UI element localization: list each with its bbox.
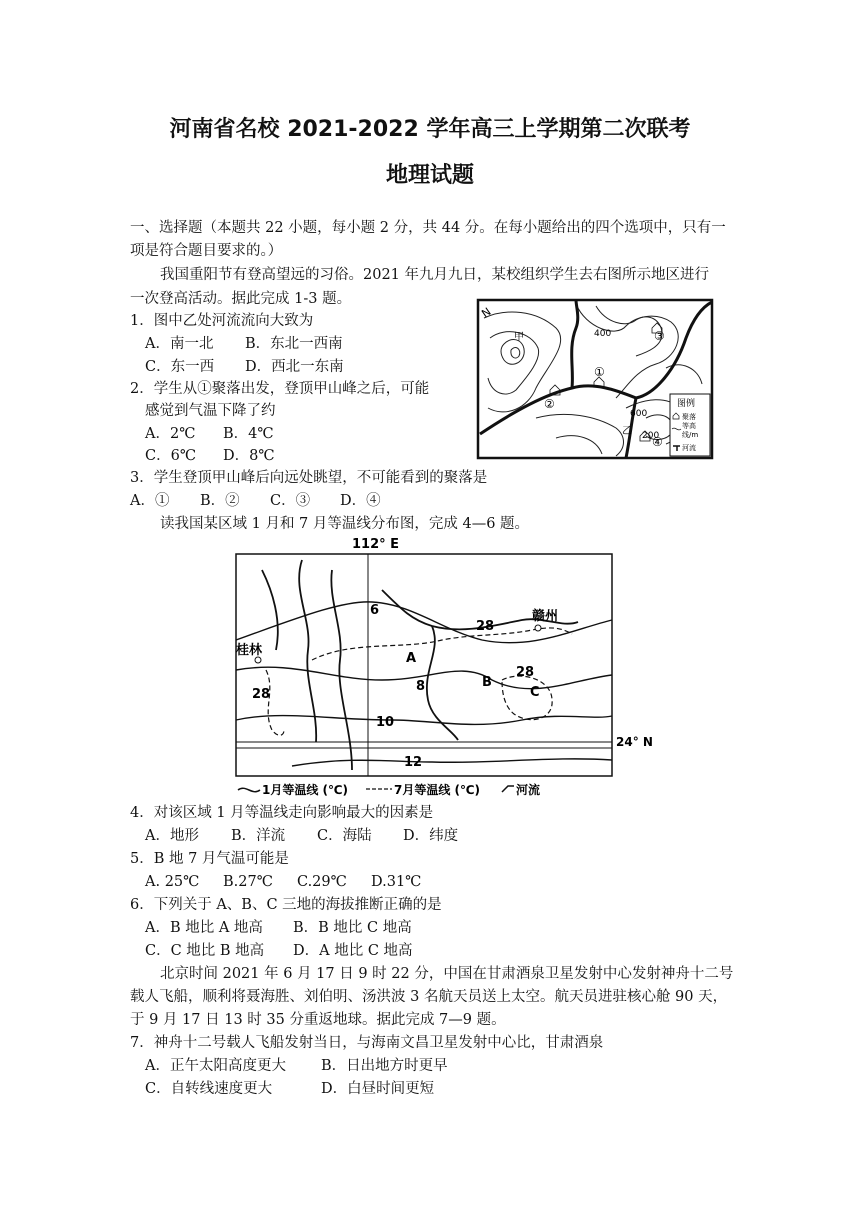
legend-contour-label2: 线/m <box>682 431 699 439</box>
q1-options-row2 <box>145 357 344 377</box>
q4-option-a: A．地形 <box>145 828 199 844</box>
map1-legend <box>670 394 710 456</box>
q3-options <box>130 491 381 511</box>
q7-option-c: C．自转线速度更大 <box>145 1081 273 1097</box>
legend-river-icon <box>502 786 514 792</box>
intro3-line3: 于 9 月 17 日 13 时 35 分重返地球。据此完成 7—9 题。 <box>130 1012 506 1028</box>
q2-options-row2 <box>145 446 275 466</box>
ganzhou-marker <box>535 625 541 631</box>
q4-stem: 4．对该区域 1 月等温线走向影响最大的因素是 <box>130 805 434 821</box>
q3-stem: 3．学生登顶甲山峰后向远处眺望，不可能看到的聚落是 <box>130 470 488 486</box>
intro3-line2: 载人飞船，顺利将聂海胜、刘伯明、汤洪波 3 名航天员送上太空。航天员进驻核心舱 90 天， <box>130 989 728 1005</box>
q3-option-d: D．④ <box>340 493 381 509</box>
north-arrow-label: N <box>479 305 494 321</box>
q4-option-b: B．洋流 <box>231 828 286 844</box>
section-heading-line2: 项是符合题目要求的。） <box>130 243 283 259</box>
legend-river-label: 河流 <box>682 444 696 452</box>
q6-option-c: C．C 地比 B 地高 <box>145 943 265 959</box>
location-b-label: B <box>482 675 492 690</box>
q5-option-c: C.29℃ <box>297 874 347 890</box>
legend-jan-label: 1月等温线 (℃) <box>262 783 349 797</box>
q1-option-a: A．南一北 <box>145 336 214 352</box>
q2-option-c: C．6℃ <box>145 448 197 464</box>
legend-river-label: 河流 <box>516 783 541 797</box>
q2-option-d: D．8℃ <box>223 448 275 464</box>
contour-600-label: 600 <box>630 409 648 419</box>
intro2-line1: 读我国某区域 1 月和 7 月等温线分布图，完成 4—6 题。 <box>160 516 530 532</box>
q2-option-a: A．2℃ <box>145 426 196 442</box>
q6-stem: 6．下列关于 A、B、C 三地的海拔推断正确的是 <box>130 897 442 913</box>
legend-settlement-label: 聚落 <box>682 413 696 421</box>
isotherm-6-label: 6 <box>370 603 380 618</box>
legend-jul-label: 7月等温线 (℃) <box>394 783 481 797</box>
q1-options-row1 <box>145 334 343 354</box>
q2-stem-line1: 2．学生从①聚落出发，登顶甲山峰之后，可能 <box>130 381 430 397</box>
contour-map <box>476 298 714 460</box>
q5-option-d: D.31℃ <box>371 874 422 890</box>
legend-jan-icon <box>238 788 260 791</box>
location-c-label: C <box>530 685 540 700</box>
q7-stem: 7．神舟十二号载人飞船发射当日，与海南文昌卫星发射中心比，甘肃酒泉 <box>130 1035 604 1051</box>
isotherm-map <box>232 530 653 802</box>
exam-subtitle: 地理试题 <box>385 163 474 188</box>
q6-option-a: A．B 地比 A 地高 <box>145 920 263 936</box>
q5-option-a: A. 25℃ <box>145 874 200 890</box>
q2-stem-line2: 感觉到气温下降了约 <box>145 403 276 419</box>
q1-stem: 1．图中乙处河流流向大致为 <box>130 313 314 329</box>
q2-option-b: B．4℃ <box>223 426 274 442</box>
contour-200-label: 200 <box>642 431 660 441</box>
q7-option-a: A．正午太阳高度更大 <box>145 1058 286 1074</box>
q1-option-c: C．东一西 <box>145 359 215 375</box>
ganzhou-label: 赣州 <box>532 609 559 624</box>
q4-option-d: D．纬度 <box>403 828 459 844</box>
q1-option-d: D．西北一东南 <box>245 359 344 375</box>
q3-option-c: C．③ <box>270 493 311 509</box>
isotherm-28-label-2: 28 <box>252 687 271 702</box>
q7-options-row1 <box>145 1056 448 1076</box>
q5-option-b: B.27℃ <box>223 874 273 890</box>
guilin-label: 桂林 <box>236 643 263 658</box>
isotherm-12-label: 12 <box>404 755 423 770</box>
q5-stem: 5．B 地 7 月气温可能是 <box>130 851 289 867</box>
q7-option-d: D．白昼时间更短 <box>321 1081 435 1097</box>
q3-option-b: B．② <box>200 493 240 509</box>
longitude-label: 112° E <box>352 537 400 552</box>
peak-jia-label: 甲 <box>514 332 524 343</box>
q7-option-b: B．日出地方时更早 <box>321 1058 448 1074</box>
settlement-1-label: ① <box>594 365 605 379</box>
settlement-2-label: ② <box>544 397 555 411</box>
q2-options-row1 <box>145 424 274 444</box>
q4-options <box>145 826 458 846</box>
q5-options <box>145 872 421 892</box>
isotherm-10-label: 10 <box>376 715 395 730</box>
exam-title: 河南省名校 2021-2022 学年高三上学期第二次联考 <box>169 117 691 142</box>
intro1-line1: 我国重阳节有登高望远的习俗。2021 年九月九日，某校组织学生去右图所示地区进行 <box>160 267 710 283</box>
q6-option-d: D．A 地比 C 地高 <box>293 943 413 959</box>
legend-contour-label1: 等高 <box>682 422 696 430</box>
settlement-4-label: ④ <box>652 435 663 449</box>
q7-options-row2 <box>145 1079 434 1099</box>
q4-option-c: C．海陆 <box>317 828 372 844</box>
latitude-label: 24° N <box>616 735 653 749</box>
map2-legend <box>238 782 540 797</box>
river-yi-label: 乙 <box>622 426 632 437</box>
isotherm-28-label-1: 28 <box>476 619 495 634</box>
q1-option-b: B．东北一西南 <box>245 336 343 352</box>
location-a-label: A <box>406 651 417 666</box>
settlement-3-label: ③ <box>654 329 665 343</box>
isotherm-28-label-3: 28 <box>516 665 535 680</box>
section-heading-line1: 一、选择题（本题共 22 小题，每小题 2 分，共 44 分。在每小题给出的四个选项中，只有一 <box>130 220 726 236</box>
q6-options-row2 <box>145 941 413 961</box>
q6-options-row1 <box>145 918 412 938</box>
intro1-line2: 一次登高活动。据此完成 1-3 题。 <box>130 291 352 307</box>
isotherm-8-label: 8 <box>416 679 426 694</box>
q3-option-a: A．① <box>130 493 170 509</box>
contour-400-label: 400 <box>594 329 612 339</box>
legend-title: 图例 <box>677 399 696 409</box>
intro3-line1: 北京时间 2021 年 6 月 17 日 9 时 22 分，中国在甘肃酒泉卫星发射中心发射神舟十二号 <box>160 966 734 982</box>
q6-option-b: B．B 地比 C 地高 <box>293 920 412 936</box>
